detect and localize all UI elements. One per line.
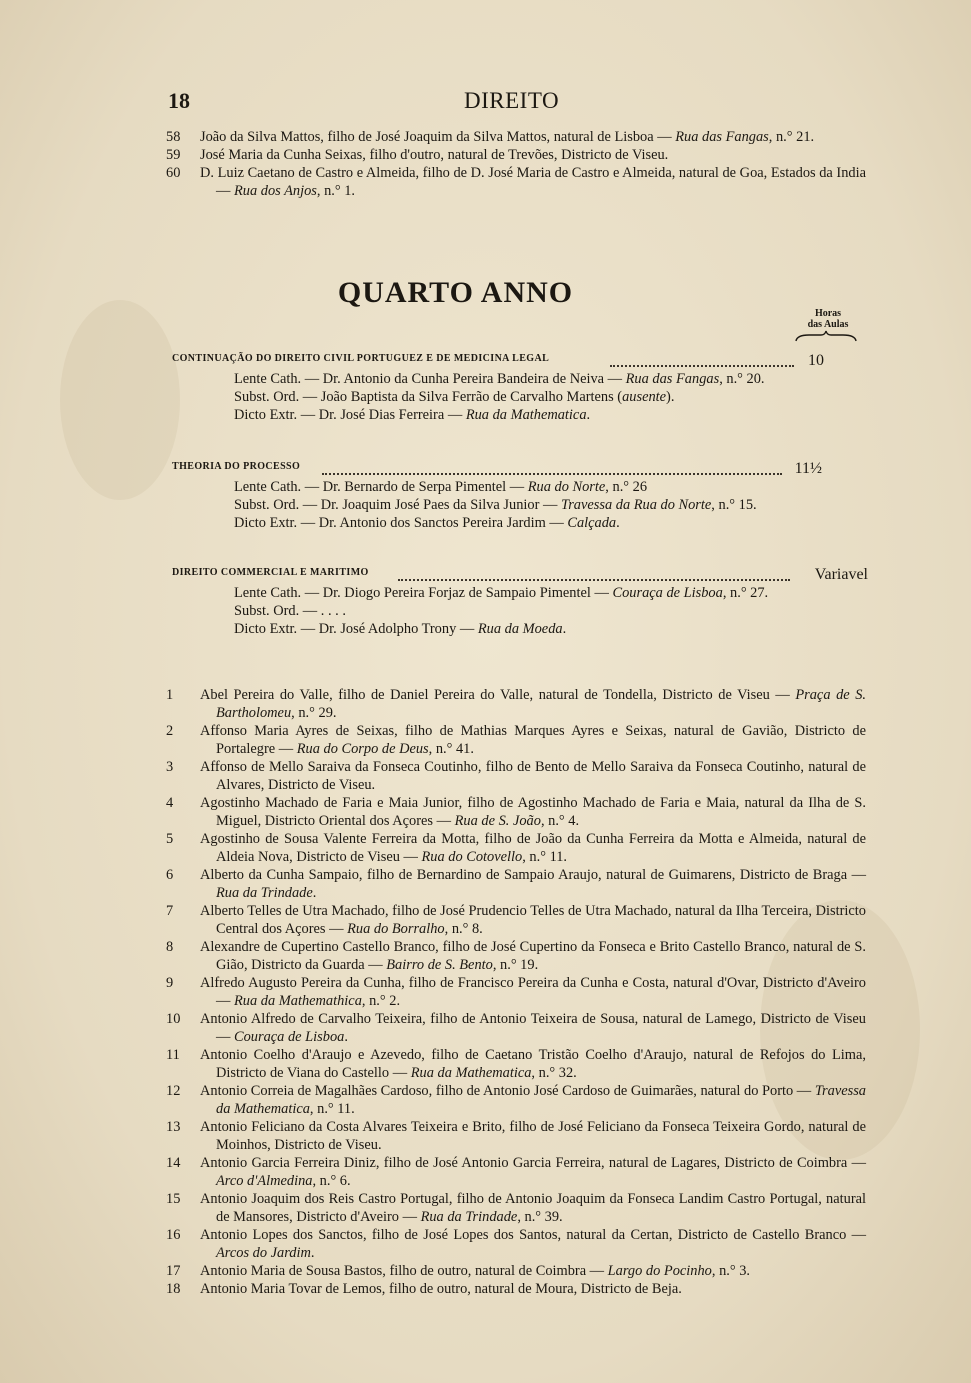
list-item: 6 Alberto da Cunha Sampaio, filho de Bernardino de Sampaio Araujo, natural de Guimarens, Districto de Braga — Rua da Trindade.: [166, 867, 866, 901]
page-number: 18: [168, 88, 190, 113]
running-head: DIREITO: [464, 88, 560, 113]
course-block: [172, 564, 872, 638]
list-item: 12 Antonio Correia de Magalhães Cardoso, filho de Antonio José Cardoso de Guimarães, natural do Porto — Travessa da Mathematica, n.° 11.: [166, 1083, 866, 1117]
course-heading: [172, 458, 872, 478]
course-name: CONTINUAÇÃO DO DIREITO CIVIL PORTUGUEZ E DE MEDICINA LEGAL: [172, 353, 550, 364]
course-heading: [172, 564, 872, 584]
course-hours: 11½: [794, 460, 822, 477]
list-item: 18 Antonio Maria Tovar de Lemos, filho de outro, natural de Moura, Districto de Beja.: [166, 1281, 682, 1297]
brace-icon: [795, 330, 857, 342]
list-item: 1 Abel Pereira do Valle, filho de Daniel Pereira do Valle, natural de Tondella, Districto de Viseu — Praça de S. Bartholomeu, n.° 29.: [166, 687, 866, 721]
list-item: 15 Antonio Joaquim dos Reis Castro Portugal, filho de Antonio Joaquim da Fonseca Landim Castro Portugal, natural de Mansores, Districto d'Aveiro — Rua da Trindade, n.° 39.: [166, 1191, 866, 1225]
course-block: [172, 458, 872, 532]
teacher-entry: Lente Cath. — Dr. Antonio da Cunha Pereira Bandeira de Neiva — Rua das Fangas, n.° 20.: [234, 371, 765, 387]
course-heading: [172, 350, 872, 370]
list-item: 4 Agostinho Machado de Faria e Maia Junior, filho de Agostinho Machado de Faria e Maia, natural da Ilha de S. Miguel, Districto Oriental dos Açores — Rua de S. João, n.° 4.: [166, 795, 866, 829]
course-name: DIREITO COMMERCIAL E MARITIMO: [172, 567, 369, 578]
list-item: 11 Antonio Coelho d'Araujo e Azevedo, filho de Caetano Tristão Coelho d'Araujo, natural de Refojos do Lima, Districto de Viana do Castello — Rua da Mathematica, n.° 32.: [166, 1047, 866, 1081]
list-item: 10 Antonio Alfredo de Carvalho Teixeira, filho de Antonio Teixeira de Sousa, natural de Lamego, Districto de Viseu — Couraça de Lisboa.: [166, 1011, 866, 1045]
hours-column-header: Horas das Aulas: [807, 308, 849, 330]
teacher-entry: Dicto Extr. — Dr. Antonio dos Sanctos Pereira Jardim — Calçada.: [234, 515, 620, 531]
list-item: 3 Affonso de Mello Saraiva da Fonseca Coutinho, filho de Bento de Mello Saraiva da Fonseca Coutinho, natural de Alvares, Districto de Viseu.: [166, 759, 866, 793]
list-item: 58 João da Silva Mattos, filho de José Joaquim da Silva Mattos, natural de Lisboa — Rua das Fangas, n.° 21.: [166, 129, 815, 145]
teacher-entry: Dicto Extr. — Dr. José Dias Ferreira — Rua da Mathematica.: [234, 407, 591, 423]
list-item: 17 Antonio Maria de Sousa Bastos, filho de outro, natural de Coimbra — Largo do Pocinho, n.° 3.: [166, 1263, 751, 1279]
course-hours: 10: [808, 352, 824, 369]
dot-leader: [398, 577, 790, 581]
teacher-entry: Subst. Ord. — Dr. Joaquim José Paes da Silva Junior — Travessa da Rua do Norte, n.° 15.: [234, 497, 757, 513]
list-item: 7 Alberto Telles de Utra Machado, filho de José Prudencio Telles de Utra Machado, natural da Ilha Terceira, Districto Central dos Açores — Rua do Borralho, n.° 8.: [166, 903, 866, 937]
teacher-entry: Lente Cath. — Dr. Bernardo de Serpa Pimentel — Rua do Norte, n.° 26: [234, 479, 648, 495]
student-list: [166, 686, 866, 1298]
course-name: THEORIA DO PROCESSO: [172, 461, 301, 472]
page-header: [168, 88, 868, 116]
course-block: [172, 350, 872, 424]
dot-leader: [610, 363, 794, 367]
teacher-entry: Lente Cath. — Dr. Diogo Pereira Forjaz de Sampaio Pimentel — Couraça de Lisboa, n.° 27.: [234, 585, 769, 601]
teacher-entry: Dicto Extr. — Dr. José Adolpho Trony — Rua da Moeda.: [234, 621, 567, 637]
continued-student-list: [166, 128, 866, 200]
list-item: 8 Alexandre de Cupertino Castello Branco, filho de José Cupertino da Fonseca e Brito Castello Branco, natural de S. Gião, Districto da Guarda — Bairro de S. Bento, n.° 19.: [166, 939, 866, 973]
list-item: 59 José Maria da Cunha Seixas, filho d'outro, natural de Trevões, Districto de Viseu.: [166, 147, 669, 163]
list-item: 16 Antonio Lopes dos Sanctos, filho de José Lopes dos Santos, natural da Certan, Districto de Castello Branco — Arcos do Jardim.: [166, 1227, 866, 1261]
dot-leader: [322, 471, 782, 475]
list-item: 13 Antonio Feliciano da Costa Alvares Teixeira e Brito, filho de José Feliciano da Fonseca Teixeira Gordo, natural de Moinhos, Districto de Viseu.: [166, 1119, 866, 1153]
course-hours: Variavel: [814, 566, 868, 583]
list-item: 9 Alfredo Augusto Pereira da Cunha, filho de Francisco Pereira da Cunha e Costa, natural d'Ovar, Districto d'Aveiro — Rua da Mathemathica, n.° 2.: [166, 975, 866, 1009]
teacher-entry: Subst. Ord. — João Baptista da Silva Ferrão de Carvalho Martens (ausente).: [234, 389, 675, 405]
list-item: 60 D. Luiz Caetano de Castro e Almeida, filho de D. José Maria de Castro e Almeida, natural de Goa, Estados da India — Rua dos Anjos, n.° 1.: [166, 165, 866, 199]
list-item: 5 Agostinho de Sousa Valente Ferreira da Motta, filho de João da Cunha Ferreira da Motta e Almeida, natural de Aldeia Nova, Districto de Viseu — Rua do Cotovello, n.° 11.: [166, 831, 866, 865]
paper-stain: [60, 300, 180, 500]
teacher-entry: Subst. Ord. — . . . .: [234, 603, 346, 619]
list-item: 2 Affonso Maria Ayres de Seixas, filho de Mathias Marques Ayres e Seixas, natural de Gavião, Districto de Portalegre — Rua do Corpo de Deus, n.° 41.: [166, 723, 866, 757]
list-item: 14 Antonio Garcia Ferreira Diniz, filho de José Antonio Garcia Ferreira, natural de Lagares, Districto de Coimbra — Arco d'Almedina, n.° 6.: [166, 1155, 866, 1189]
section-title: QUARTO ANNO: [337, 276, 574, 309]
